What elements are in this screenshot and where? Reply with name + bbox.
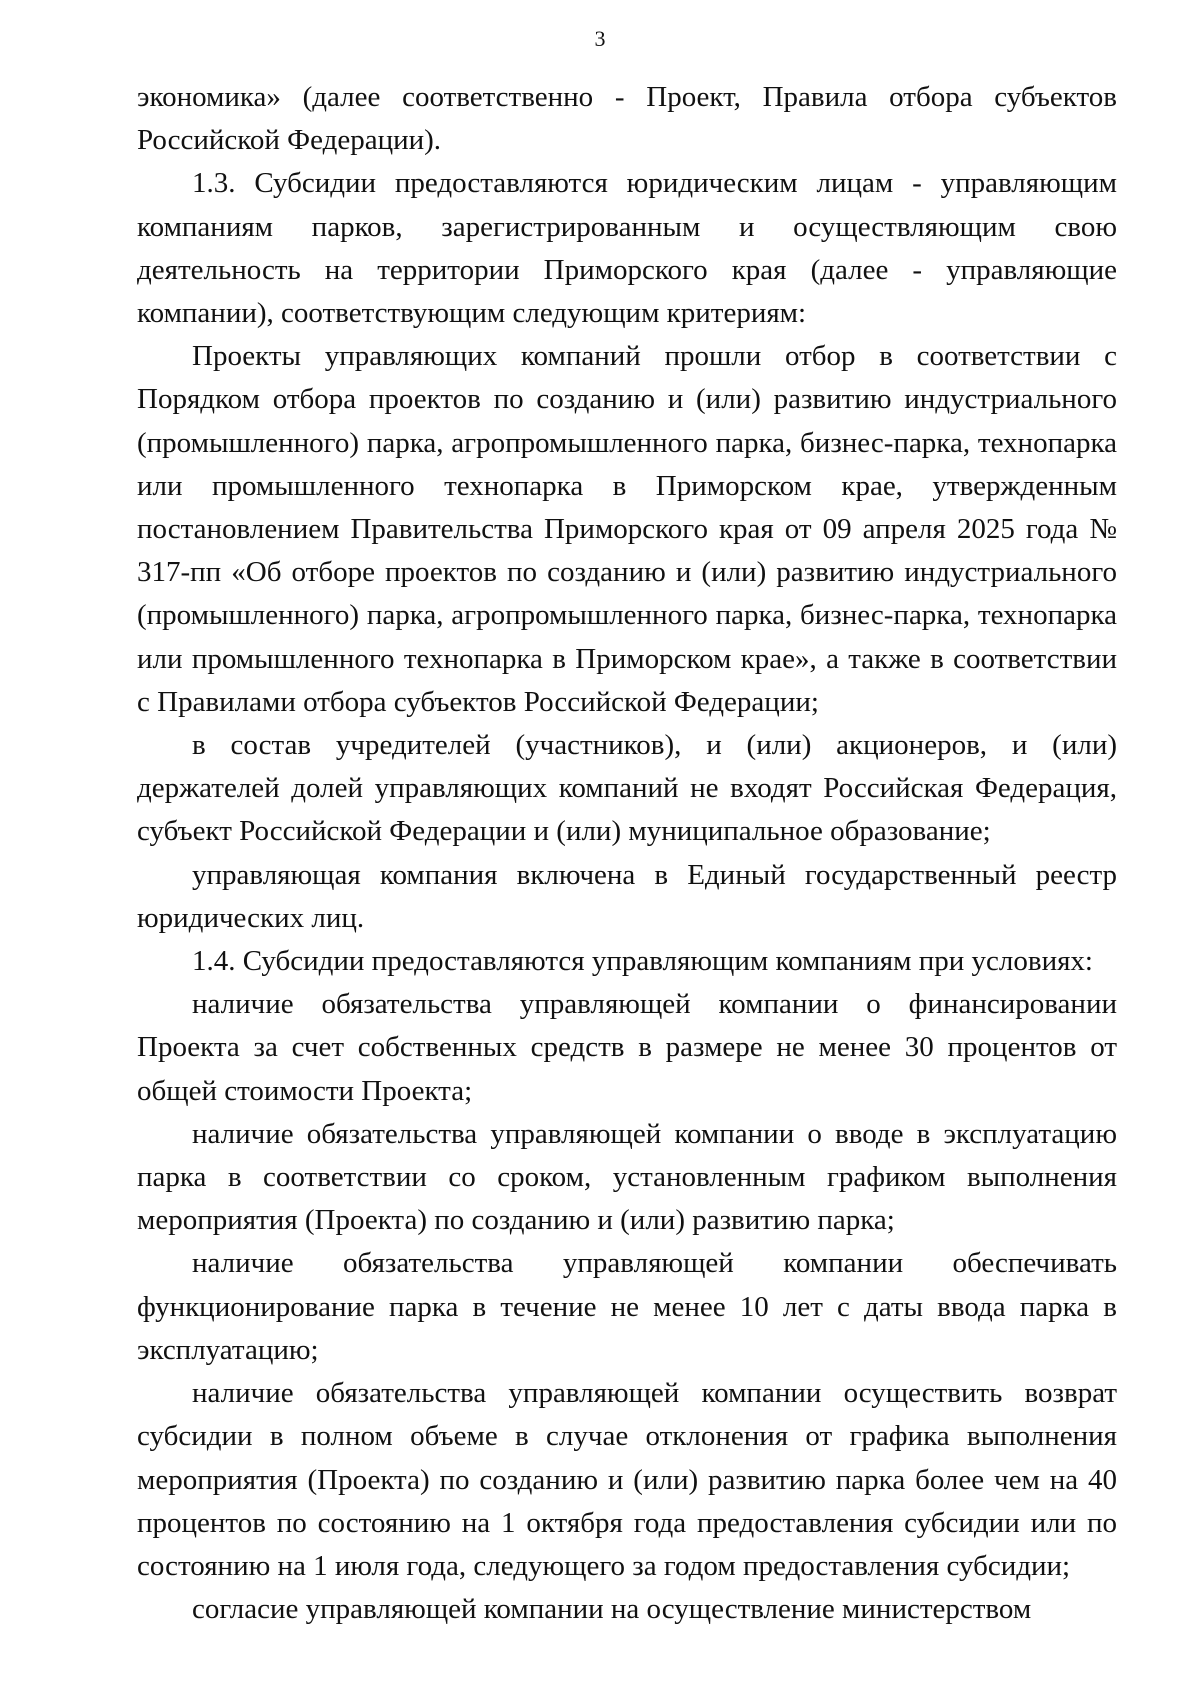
paragraph-continuation: экономика» (далее соответственно - Проект, Правила отбора субъектов Российской Федерации). — [137, 81, 1117, 157]
page-number: 3 — [594, 26, 606, 51]
paragraph-condition-refund: наличие обязательства управляющей компании осуществить возврат субсидии в полном объеме в случае отклонения от графика выполнения мероприятия (Проекта) по созданию и (или) развитию парка более чем на 40 процентов по состоянию на 1 октября года предоставления субсидии или по состоянию на 1 июля года, следующего за годом предоставления субсидии; — [137, 1377, 1117, 1582]
paragraph-clause-1-4: 1.4. Субсидии предоставляются управляющим компаниям при условиях: — [192, 945, 1093, 978]
paragraph-condition-operation: наличие обязательства управляющей компании обеспечивать функционирование парка в течение не менее 10 лет с даты ввода парка в эксплуатацию; — [137, 1247, 1117, 1366]
paragraph-condition-consent: согласие управляющей компании на осуществление министерством — [192, 1593, 1032, 1626]
paragraph-condition-financing: наличие обязательства управляющей компании о финансировании Проекта за счет собственных средств в размере не менее 30 процентов от общей стоимости Проекта; — [137, 988, 1117, 1107]
paragraph-criterion-selection: Проекты управляющих компаний прошли отбор в соответствии с Порядком отбора проектов по созданию и (или) развитию индустриального (промышленного) парка, агропромышленного парка, бизнес-парка, технопарка или промышленного технопарка в Приморском крае, утвержденным постановлением Правительства Приморского края от 09 апреля 2025 года № 317-пп «Об отборе проектов по созданию и (или) развитию индустриального (промышленного) парка, агропромышленного парка, бизнес-парка, технопарка или промышленного технопарка в Приморском крае», а также в соответствии с Правилами отбора субъектов Российской Федерации; — [137, 340, 1117, 718]
document-body — [137, 76, 1117, 1631]
paragraph-criterion-registry: управляющая компания включена в Единый государственный реестр юридических лиц. — [137, 858, 1117, 934]
paragraph-condition-commissioning: наличие обязательства управляющей компании о вводе в эксплуатацию парка в соответствии со сроком, установленным графиком выполнения мероприятия (Проекта) по созданию и (или) развитию парка; — [137, 1117, 1117, 1237]
paragraph-criterion-founders: в состав учредителей (участников), и (или) акционеров, и (или) держателей долей управляющих компаний не входят Российская Федерация, субъект Российской Федерации и (или) муниципальное образование; — [137, 729, 1117, 848]
paragraph-clause-1-3: 1.3. Субсидии предоставляются юридическим лицам - управляющим компаниям парков, зарегистрированным и осуществляющим свою деятельность на территории Приморского края (далее - управляющие компании), соответствующим следующим критериям: — [137, 167, 1117, 330]
